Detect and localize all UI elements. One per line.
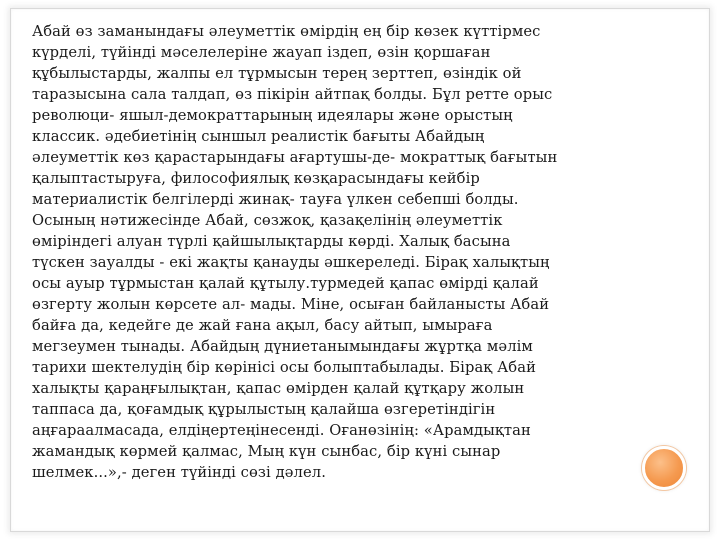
text-line: мегзеумен тынады. Абайдың дүниетанымындағы жұртқа мәлім xyxy=(32,338,533,355)
body-paragraph xyxy=(32,21,672,483)
text-line: жамандық көрмей қалмас, Мың күн сынбас, бір күні сынар xyxy=(32,443,501,460)
orange-circle-decoration xyxy=(642,446,686,490)
text-line: байға да, кедейге де жай ғана ақыл, басу айтып, ымыраға xyxy=(32,317,493,334)
text-line: материалистік белгілерді жинақ- тауға үлкен себепші болды. xyxy=(32,191,519,208)
text-line: Абай өз заманындағы әлеуметтік өмірдің ең бір көзек күттірмес xyxy=(32,23,541,40)
text-line: Осының нәтижесінде Абай, сөзжоқ, қазақелінің әлеуметтік xyxy=(32,212,503,229)
text-line: осы ауыр тұрмыстан қалай құтылу.турмедей қапас өмірді қалай xyxy=(32,275,539,292)
text-line: классик. әдебиетінің сыншыл реалистік бағыты Абайдың xyxy=(32,128,485,145)
text-line: тарихи шектелудің бір көрінісі осы болыптабылады. Бірақ Абай xyxy=(32,359,536,376)
text-line: күрделі, түйінді мәселелеріне жауап іздеп, өзін қоршаған xyxy=(32,44,491,61)
text-line: әлеуметтік көз қарастарындағы ағартушы-де- мократтық бағытын xyxy=(32,149,558,166)
text-line: халықты қараңғылықтан, қапас өмірден қалай құтқару жолын xyxy=(32,380,525,397)
text-line: аңғараалмасада, елдіңертеңінесенді. Оғанөзінің: «Арамдықтан xyxy=(32,422,531,439)
text-line: қалыптастыруға, философиялық көзқарасындағы кейбір xyxy=(32,170,480,187)
text-line: шелмек...»,- деген түйінді сөзі дәлел. xyxy=(32,464,326,481)
text-line: құбылыстарды, жалпы ел тұрмысын терең зерттеп, өзіндік ой xyxy=(32,65,522,82)
text-line: таппаса да, қоғамдық құрылыстың қалайша өзгеретіндігін xyxy=(32,401,496,418)
text-line: таразысына сала талдап, өз пікірін айтпақ болды. Бұл ретте орыс xyxy=(32,86,553,103)
text-line: түскен зауалды - екі жақты қанауды әшкереледі. Бірақ халықтың xyxy=(32,254,550,271)
text-line: революци- яшыл-демократтарының идеялары және орыстың xyxy=(32,107,513,124)
text-line: өміріндегі алуан түрлі қайшылықтарды көрді. Халық басына xyxy=(32,233,511,250)
text-line: өзгерту жолын көрсете ал- мады. Міне, осыған байланысты Абай xyxy=(32,296,550,313)
